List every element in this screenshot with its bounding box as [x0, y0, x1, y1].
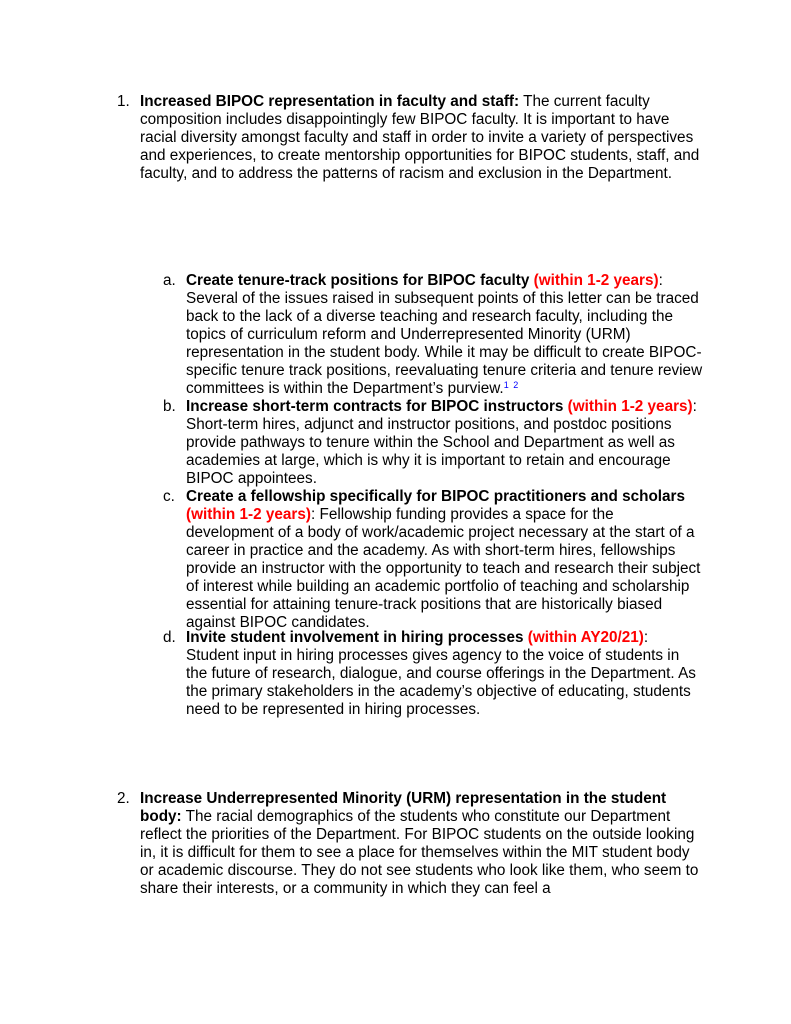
sub-item-letter: a.: [163, 272, 176, 289]
sub-item-d: [163, 629, 703, 719]
colon: :: [643, 629, 649, 646]
sub-item-heading: Increase short-term contracts for BIPOC instructors: [186, 398, 568, 415]
sub-item-a: [163, 272, 703, 398]
list-item-1: [117, 93, 702, 183]
footnote-reference-link[interactable]: 1 2: [503, 380, 520, 390]
item-heading: Increased BIPOC representation in faculty and staff:: [140, 93, 520, 110]
item-heading: Increase Underrepresented Minority (URM) representation in the student body:: [140, 790, 667, 825]
timeline-label: (within 1-2 years): [186, 506, 311, 523]
sub-item-body: [186, 272, 703, 398]
sub-item-letter: b.: [163, 398, 176, 415]
item-text: The racial demographics of the students who constitute our Department reflect the priorities of the Department. For BIPOC students on the outside looking in, it is difficult for them to see a place for themselves within the MIT student body or academic discourse. They do not see students who look like them, who seem to share their interests, or a community in which they can feel a: [140, 808, 699, 897]
sub-item-text: Several of the issues raised in subsequent points of this letter can be traced back to the lack of a diverse teaching and research faculty, including the topics of curriculum reform and Underrepresented Minority (URM) representation in the student body. While it may be difficult to create BIPOC-specific tenure track positions, reevaluating tenure criteria and tenure review committees is within the Department’s purview.: [186, 290, 703, 397]
list-item-body: [140, 790, 702, 898]
sub-item-heading: Create a fellowship specifically for BIPOC practitioners and scholars: [186, 488, 686, 505]
timeline-label: (within AY20/21): [527, 629, 644, 646]
list-number: 2.: [117, 790, 130, 807]
sub-item-body: [186, 629, 703, 719]
colon: :: [310, 506, 316, 523]
item-text: The current faculty composition includes disappointingly few BIPOC faculty. It is important to have racial diversity amongst faculty and staff in order to invite a variety of perspectives and experiences, to create mentorship opportunities for BIPOC students, staff, and faculty, and to address the patterns of racism and exclusion in the Department.: [140, 93, 700, 182]
sub-item-text: Fellowship funding provides a space for the development of a body of work/academic project necessary at the start of a career in practice and the academy. As with short-term hires, fellowships provide an instructor with the opportunity to teach and research their subject of interest while building an academic portfolio of teaching and scholarship essential for attaining tenure-track positions that are historically biased against BIPOC candidates.: [186, 506, 701, 631]
sub-item-letter: c.: [163, 488, 175, 505]
sub-item-text: Student input in hiring processes gives agency to the voice of students in the future of research, dialogue, and course offerings in the Department. As the primary stakeholders in the academy’s objective of educating, students need to be represented in hiring processes.: [186, 647, 696, 718]
colon: :: [658, 272, 663, 289]
sub-item-text: Short-term hires, adjunct and instructor positions, and postdoc positions provide pathways to tenure within the School and Department as well as academies at large, which is why it is important to retain and encourage BIPOC appointees.: [186, 416, 675, 487]
sub-item-letter: d.: [163, 629, 176, 646]
sub-item-heading: Invite student involvement in hiring processes: [186, 629, 528, 646]
list-number: 1.: [117, 93, 130, 110]
sub-item-heading: Create tenure-track positions for BIPOC faculty: [186, 272, 534, 289]
sub-item-c: [163, 488, 703, 632]
sub-item-body: [186, 398, 703, 488]
sub-item-b: [163, 398, 703, 488]
sub-item-body: [186, 488, 703, 632]
colon: :: [692, 398, 697, 415]
list-item-body: [140, 93, 702, 183]
timeline-label: (within 1-2 years): [567, 398, 693, 415]
list-item-2: [117, 790, 702, 898]
timeline-label: (within 1-2 years): [533, 272, 659, 289]
